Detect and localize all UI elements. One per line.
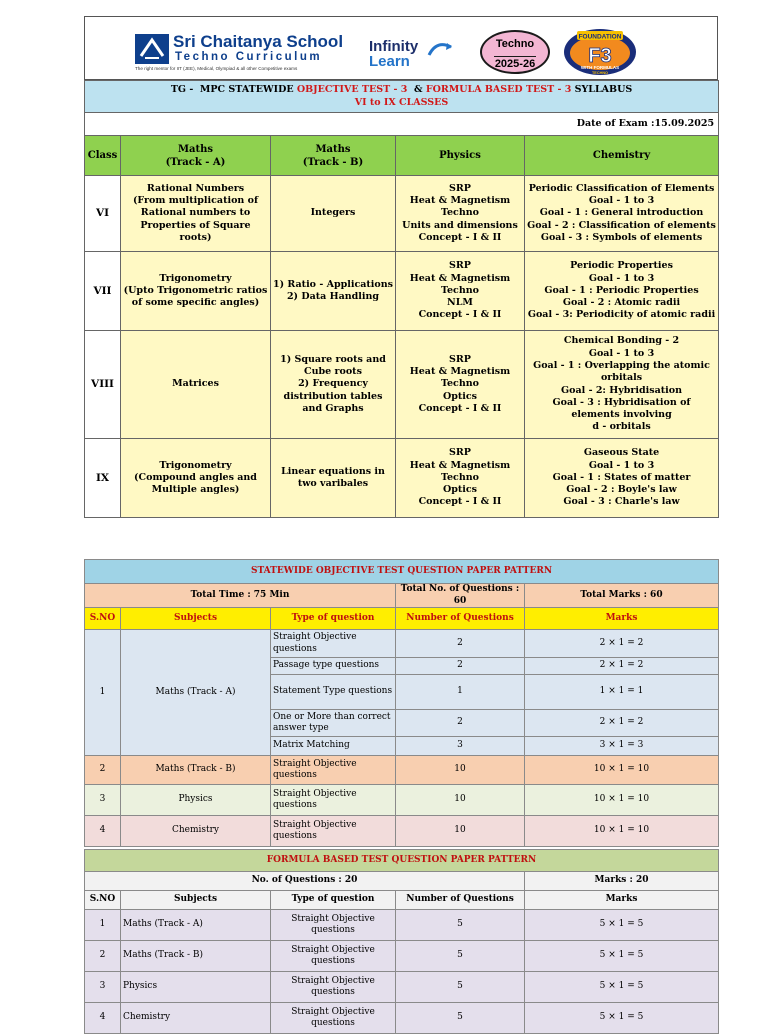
subject-cell: Maths (Track - B) xyxy=(121,756,271,785)
col-type: Type of question xyxy=(271,891,396,910)
title-suffix: SYLLABUS xyxy=(571,84,633,96)
title-formula-test: FORMULA BASED TEST - 3 xyxy=(425,84,572,96)
sri-chaitanya-logo xyxy=(135,33,365,73)
school-tagline: The right mentor for IIT (JEE), Medical, Olympiad & all other Competitive exams xyxy=(135,66,298,71)
col-subjects: Subjects xyxy=(121,891,271,910)
syllabus-row xyxy=(85,252,719,331)
school-name: Sri Chaitanya School xyxy=(173,32,344,51)
number-cell: 10 xyxy=(396,756,525,785)
objective-title: STATEWIDE OBJECTIVE TEST QUESTION PAPER PATTERN xyxy=(85,560,719,584)
chemistry-cell: Periodic Properties Goal - 1 to 3 Goal - 1 : Periodic Properties Goal - 2 : Atomic radii Goal - 3: Periodicity of atomic radii xyxy=(525,252,719,331)
badge-year-label: 2025-26 xyxy=(494,58,536,70)
table-row xyxy=(85,816,719,847)
class-cell: VI xyxy=(85,176,121,252)
techno-year-badge xyxy=(480,30,550,74)
number-cell: 3 xyxy=(396,737,525,756)
syllabus-row xyxy=(85,439,719,518)
table-row xyxy=(85,1003,719,1034)
type-cell: Straight Objective questions xyxy=(271,972,396,1003)
number-cell: 10 xyxy=(396,785,525,816)
marks-cell: 2 × 1 = 2 xyxy=(525,658,719,675)
marks-cell: 3 × 1 = 3 xyxy=(525,737,719,756)
syllabus-row xyxy=(85,176,719,252)
infinity-learn-logo xyxy=(369,39,451,75)
col-chemistry: Chemistry xyxy=(525,136,719,176)
foundation-f3-logo xyxy=(563,28,637,76)
maths-b-cell: Integers xyxy=(271,176,396,252)
maths-b-cell: 1) Square roots and Cube roots 2) Frequency distribution tables and Graphs xyxy=(271,331,396,439)
class-cell: IX xyxy=(85,439,121,518)
physics-cell: SRP Heat & Magnetism Techno NLM Concept - I & II xyxy=(396,252,525,331)
col-physics: Physics xyxy=(396,136,525,176)
f3-sub2-text: TECHNO xyxy=(591,71,609,75)
marks-cell: 5 × 1 = 5 xyxy=(525,1003,719,1034)
marks-cell: 5 × 1 = 5 xyxy=(525,910,719,941)
objective-title-row xyxy=(85,560,719,584)
subject-cell: Maths (Track - A) xyxy=(121,630,271,756)
physics-cell: SRP Heat & Magnetism Techno Optics Concept - I & II xyxy=(396,439,525,518)
class-cell: VIII xyxy=(85,331,121,439)
type-cell: Straight Objective questions xyxy=(271,756,396,785)
table-row xyxy=(85,941,719,972)
badge-techno-label: Techno xyxy=(495,38,535,50)
infinity-learn-line2: Learn xyxy=(369,53,410,70)
total-time: Total Time : 75 Min xyxy=(85,584,396,608)
table-row xyxy=(85,972,719,1003)
number-cell: 5 xyxy=(396,1003,525,1034)
objective-header-row xyxy=(85,608,719,630)
chemistry-cell: Chemical Bonding - 2 Goal - 1 to 3 Goal - 1 : Overlapping the atomic orbitals Goal - 2: Hybridisation Goal - 3 : Hybridisation of elements involving d - orbitals xyxy=(525,331,719,439)
objective-totals-row xyxy=(85,584,719,608)
number-cell: 2 xyxy=(396,658,525,675)
document-header xyxy=(84,16,718,80)
marks-cell: 10 × 1 = 10 xyxy=(525,816,719,847)
col-number: Number of Questions xyxy=(396,891,525,910)
number-cell: 2 xyxy=(396,630,525,658)
subject-cell: Chemistry xyxy=(121,1003,271,1034)
maths-b-cell: 1) Ratio - Applications 2) Data Handling xyxy=(271,252,396,331)
number-cell: 10 xyxy=(396,816,525,847)
sno-cell: 1 xyxy=(85,630,121,756)
table-row xyxy=(85,630,719,658)
class-cell: VII xyxy=(85,252,121,331)
infinity-learn-swoosh-icon xyxy=(427,41,453,59)
subject-cell: Physics xyxy=(121,785,271,816)
marks-cell: 2 × 1 = 2 xyxy=(525,630,719,658)
syllabus-table xyxy=(84,80,719,518)
physics-cell: SRP Heat & Magnetism Techno Units and dimensions Concept - I & II xyxy=(396,176,525,252)
syllabus-row xyxy=(85,331,719,439)
objective-pattern-table xyxy=(84,559,719,847)
type-cell: Straight Objective questions xyxy=(271,785,396,816)
physics-cell: SRP Heat & Magnetism Techno Optics Concept - I & II xyxy=(396,331,525,439)
col-maths-b: Maths (Track - B) xyxy=(271,136,396,176)
type-cell: Matrix Matching xyxy=(271,737,396,756)
type-cell: Straight Objective questions xyxy=(271,630,396,658)
exam-date: Date of Exam :15.09.2025 xyxy=(85,113,719,136)
curriculum-name: Techno Curriculum xyxy=(175,51,323,63)
col-marks: Marks xyxy=(525,608,719,630)
maths-a-cell: Rational Numbers (From multiplication of Rational numbers to Properties of Square roots) xyxy=(121,176,271,252)
infinity-learn-line1: Infinity xyxy=(369,38,419,55)
sno-cell: 2 xyxy=(85,941,121,972)
formula-title: FORMULA BASED TEST QUESTION PAPER PATTERN xyxy=(85,850,719,872)
subject-cell: Physics xyxy=(121,972,271,1003)
col-class: Class xyxy=(85,136,121,176)
formula-title-row xyxy=(85,850,719,872)
sno-cell: 4 xyxy=(85,816,121,847)
syllabus-subtitle: VI to IX CLASSES xyxy=(354,96,449,108)
table-row xyxy=(85,756,719,785)
sno-cell: 4 xyxy=(85,1003,121,1034)
date-row xyxy=(85,113,719,136)
number-cell: 5 xyxy=(396,941,525,972)
marks-cell: 2 × 1 = 2 xyxy=(525,710,719,737)
col-type: Type of question xyxy=(271,608,396,630)
type-cell: Straight Objective questions xyxy=(271,816,396,847)
sri-chaitanya-emblem-icon xyxy=(135,34,169,64)
syllabus-title-row xyxy=(85,81,719,113)
marks-cell: 5 × 1 = 5 xyxy=(525,941,719,972)
marks-cell: 10 × 1 = 10 xyxy=(525,785,719,816)
sno-cell: 3 xyxy=(85,972,121,1003)
formula-num-questions: No. of Questions : 20 xyxy=(85,872,525,891)
number-cell: 5 xyxy=(396,910,525,941)
maths-a-cell: Trigonometry (Compound angles and Multiple angles) xyxy=(121,439,271,518)
number-cell: 2 xyxy=(396,710,525,737)
formula-totals-row xyxy=(85,872,719,891)
maths-b-cell: Linear equations in two varibales xyxy=(271,439,396,518)
col-marks: Marks xyxy=(525,891,719,910)
type-cell: Straight Objective questions xyxy=(271,941,396,972)
type-cell: Straight Objective questions xyxy=(271,910,396,941)
chemistry-cell: Gaseous State Goal - 1 to 3 Goal - 1 : States of matter Goal - 2 : Boyle's law Goal - 3 : Charle's law xyxy=(525,439,719,518)
col-sno: S.NO xyxy=(85,608,121,630)
f3-sub-text: WITH FORMULAS xyxy=(580,65,620,70)
formula-pattern-table xyxy=(84,849,719,1034)
number-cell: 5 xyxy=(396,972,525,1003)
subject-cell: Maths (Track - A) xyxy=(121,910,271,941)
title-objective-test: OBJECTIVE TEST - 3 xyxy=(296,84,408,96)
number-cell: 1 xyxy=(396,675,525,710)
col-sno: S.NO xyxy=(85,891,121,910)
table-row xyxy=(85,910,719,941)
type-cell: Passage type questions xyxy=(271,658,396,675)
marks-cell: 5 × 1 = 5 xyxy=(525,972,719,1003)
type-cell: One or More than correct answer type xyxy=(271,710,396,737)
table-row xyxy=(85,785,719,816)
chemistry-cell: Periodic Classification of Elements Goal - 1 to 3 Goal - 1 : General introduction Goal - 2 : Classification of elements Goal - 3 : Symbols of elements xyxy=(525,176,719,252)
syllabus-title xyxy=(85,81,719,113)
sno-cell: 3 xyxy=(85,785,121,816)
foundation-text: FOUNDATION xyxy=(578,33,622,41)
type-cell: Straight Objective questions xyxy=(271,1003,396,1034)
marks-cell: 1 × 1 = 1 xyxy=(525,675,719,710)
col-subjects: Subjects xyxy=(121,608,271,630)
sno-cell: 2 xyxy=(85,756,121,785)
type-cell: Statement Type questions xyxy=(271,675,396,710)
total-questions: Total No. of Questions : 60 xyxy=(396,584,525,608)
maths-a-cell: Matrices xyxy=(121,331,271,439)
total-marks: Total Marks : 60 xyxy=(525,584,719,608)
subject-cell: Chemistry xyxy=(121,816,271,847)
maths-a-cell: Trigonometry (Upto Trigonometric ratios of some specific angles) xyxy=(121,252,271,331)
syllabus-header-row xyxy=(85,136,719,176)
formula-marks-total: Marks : 20 xyxy=(525,872,719,891)
title-prefix: TG - MPC STATEWIDE xyxy=(170,84,297,96)
formula-header-row xyxy=(85,891,719,910)
col-number: Number of Questions xyxy=(396,608,525,630)
title-amp: & xyxy=(407,84,426,96)
col-maths-a: Maths (Track - A) xyxy=(121,136,271,176)
marks-cell: 10 × 1 = 10 xyxy=(525,756,719,785)
sno-cell: 1 xyxy=(85,910,121,941)
subject-cell: Maths (Track - B) xyxy=(121,941,271,972)
f3-text: F3 xyxy=(588,45,612,67)
